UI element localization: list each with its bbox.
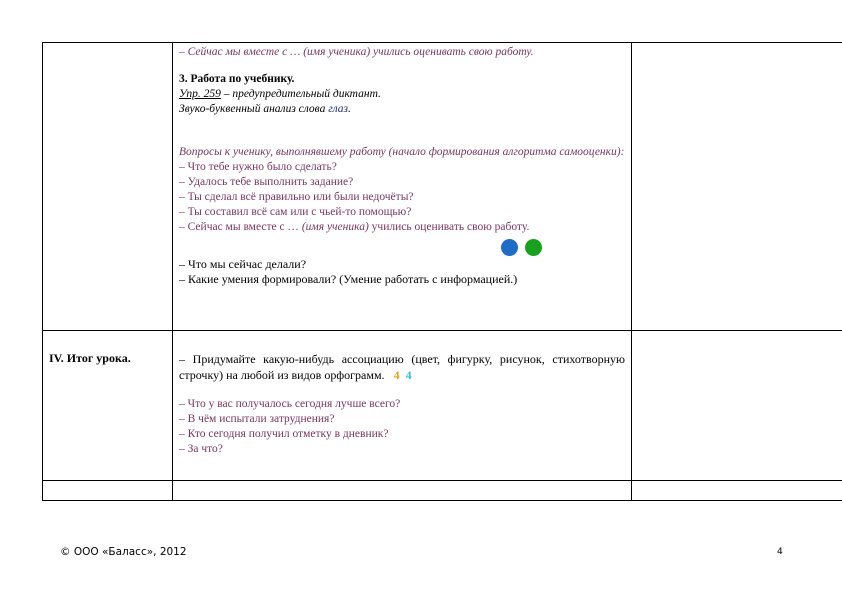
q5-prefix: – Сейчас мы вместе с …	[179, 221, 302, 233]
summary-task	[179, 351, 625, 383]
empty-cell	[173, 481, 632, 501]
reflection-question: – Что у вас получалось сегодня лучше всего?	[179, 398, 401, 410]
questions-header: Вопросы к ученику, выполнявшему работу (начало формирования алгоритма самооценки):	[179, 146, 625, 158]
copyright-footer: © ООО «Баласс», 2012	[60, 546, 187, 558]
analysis-prefix: Звуко-буквенный анализ слова	[179, 103, 329, 115]
mark-orange: 4	[393, 368, 400, 382]
question-item	[179, 220, 625, 235]
table-row	[43, 331, 842, 481]
empty-cell	[632, 481, 842, 501]
q5-italic: (имя ученика)	[301, 221, 369, 233]
final-question: – Что мы сейчас делали?	[179, 257, 307, 271]
blue-circle-icon	[501, 239, 518, 256]
content-cell	[173, 331, 632, 481]
final-question: – Какие умения формировали? (Умение работать с информацией.)	[179, 272, 518, 286]
question-item: – Ты составил всё сам или с чьей-то помощью?	[179, 206, 412, 218]
question-item: – Что тебе нужно было сделать?	[179, 161, 337, 173]
lesson-table	[42, 42, 842, 501]
intro-line: – Сейчас мы вместе с … (имя ученика) учились оценивать свою работу.	[179, 46, 534, 58]
exercise-rest: – предупредительный диктант.	[220, 88, 381, 100]
empty-cell	[43, 481, 173, 501]
exercise-line	[179, 87, 625, 102]
stage-cell	[43, 43, 173, 331]
mark-cyan: 4	[405, 368, 412, 382]
analysis-word: глаз	[328, 103, 348, 115]
page-number: 4	[777, 547, 783, 557]
section-title: 3. Работа по учебнику.	[179, 73, 295, 85]
question-item: – Удалось тебе выполнить задание?	[179, 176, 354, 188]
evaluation-dots	[179, 239, 625, 257]
question-item: – Ты сделал всё правильно или были недочёты?	[179, 191, 414, 203]
reflection-question: – В чём испытали затруднения?	[179, 413, 335, 425]
notes-cell	[632, 43, 842, 331]
reflection-question: – За что?	[179, 443, 223, 455]
reflection-question: – Кто сегодня получил отметку в дневник?	[179, 428, 389, 440]
stage-cell	[43, 331, 173, 481]
table-row	[43, 43, 842, 331]
green-circle-icon	[525, 239, 542, 256]
table-row	[43, 481, 842, 501]
stage-title: IV. Итог урока.	[49, 351, 131, 365]
notes-cell	[632, 331, 842, 481]
exercise-ref: Упр. 259	[179, 88, 221, 100]
analysis-suffix: .	[347, 103, 351, 115]
q5-suffix: учились оценивать свою работу.	[368, 221, 530, 233]
content-cell	[173, 43, 632, 331]
task-text: – Придумайте какую-нибудь ассоциацию (цвет, фигурку, рисунок, стихотворную строчку) на любой из видов орфограмм.	[179, 352, 625, 382]
analysis-line	[179, 102, 625, 117]
